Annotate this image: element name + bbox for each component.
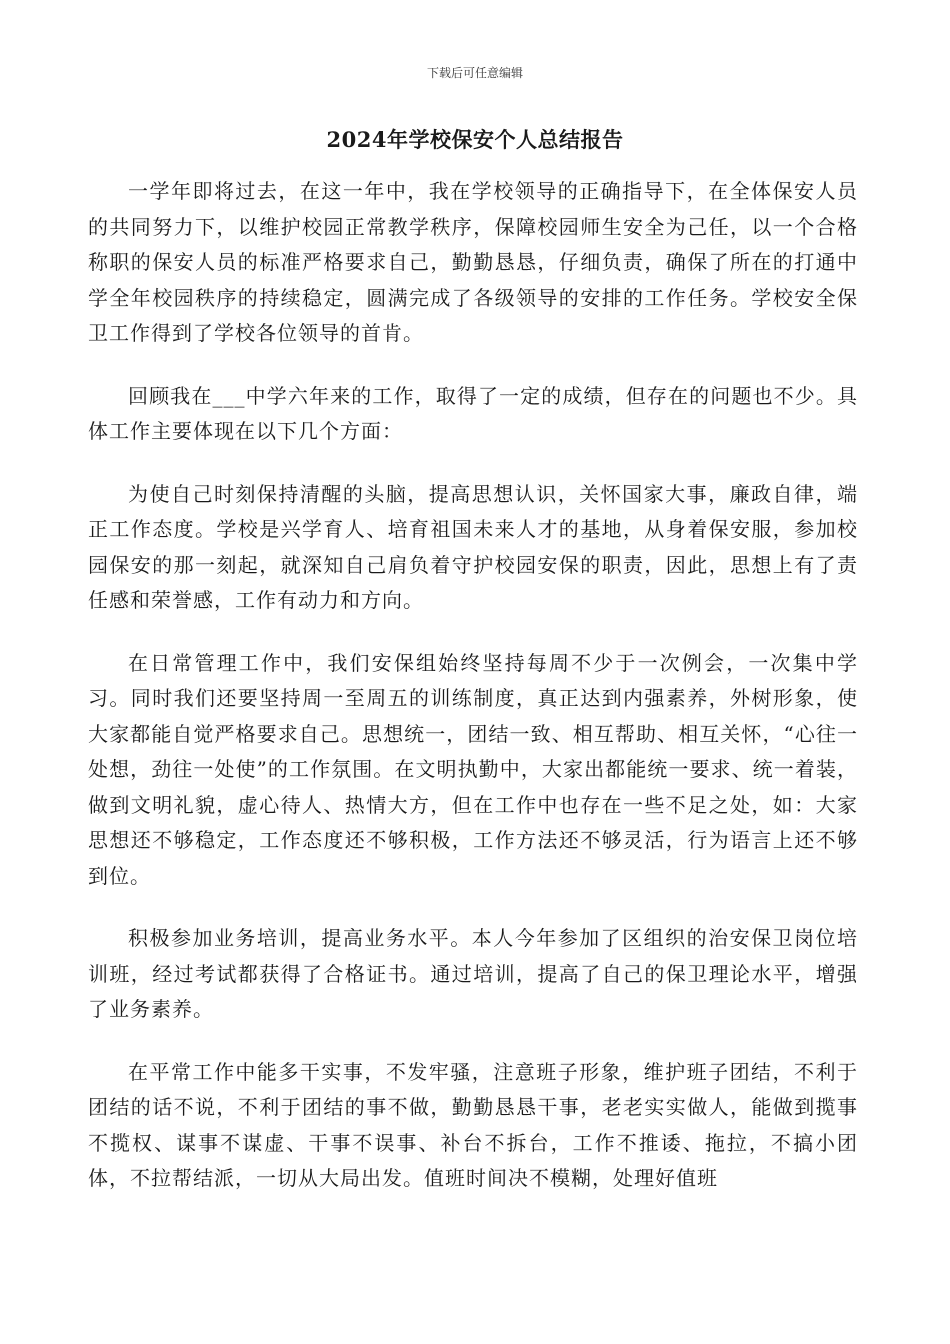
paragraph: 在日常管理工作中，我们安保组始终坚持每周不少于一次例会，一次集中学习。同时我们还要坚持周一至周五的训练制度，真正达到内强素养，外树形象，使大家都能自觉严格要求自己。思想统一，团结一致、相互帮助、相互关怀，“心往一处想，劲往一处使”的工作氛围。在文明执勤中，大家出都能统一要求、统一着装，做到文明礼貌，虚心待人、热情大方，但在工作中也存在一些不足之处，如：大家思想还不够稳定，工作态度还不够积极，工作方法还不够灵活，行为语言上还不够到位。 [88, 650, 858, 888]
paragraph: 回顾我在___中学六年来的工作，取得了一定的成绩，但存在的问题也不少。具体工作主要体现在以下几个方面： [88, 383, 858, 443]
paragraph: 一学年即将过去，在这一年中，我在学校领导的正确指导下，在全体保安人员的共同努力下，以维护校园正常教学秩序，保障校园师生安全为己任，以一个合格称职的保安人员的标准严格要求自己，勤勤恳恳，仔细负责，确保了所在的打通中学全年校园秩序的持续稳定，圆满完成了各级领导的安排的工作任务。学校安全保卫工作得到了学校各位领导的首肯。 [88, 179, 858, 345]
paragraph: 积极参加业务培训，提高业务水平。本人今年参加了区组织的治安保卫岗位培训班，经过考试都获得了合格证书。通过培训，提高了自己的保卫理论水平，增强了业务素养。 [88, 926, 858, 1021]
paragraph: 为使自己时刻保持清醒的头脑，提高思想认识，关怀国家大事，廉政自律，端正工作态度。学校是兴学育人、培育祖国未来人才的基地，从身着保安服，参加校园保安的那一刻起，就深知自己肩负着守护校园安保的职责，因此，思想上有了责任感和荣誉感，工作有动力和方向。 [88, 481, 858, 612]
paragraph: 在平常工作中能多干实事，不发牢骚，注意班子形象，维护班子团结，不利于团结的话不说，不利于团结的事不做，勤勤恳恳干事，老老实实做人，能做到揽事不揽权、谋事不谋虚、干事不误事、补台不拆台，工作不推诿、拖拉，不搞小团体，不拉帮结派，一切从大局出发。值班时间决不模糊，处理好值班 [88, 1059, 858, 1190]
document-title: 2024年学校保安个人总结报告 [326, 127, 624, 152]
document-body [88, 174, 858, 1224]
header-note: 下载后可任意编辑 [426, 66, 523, 80]
